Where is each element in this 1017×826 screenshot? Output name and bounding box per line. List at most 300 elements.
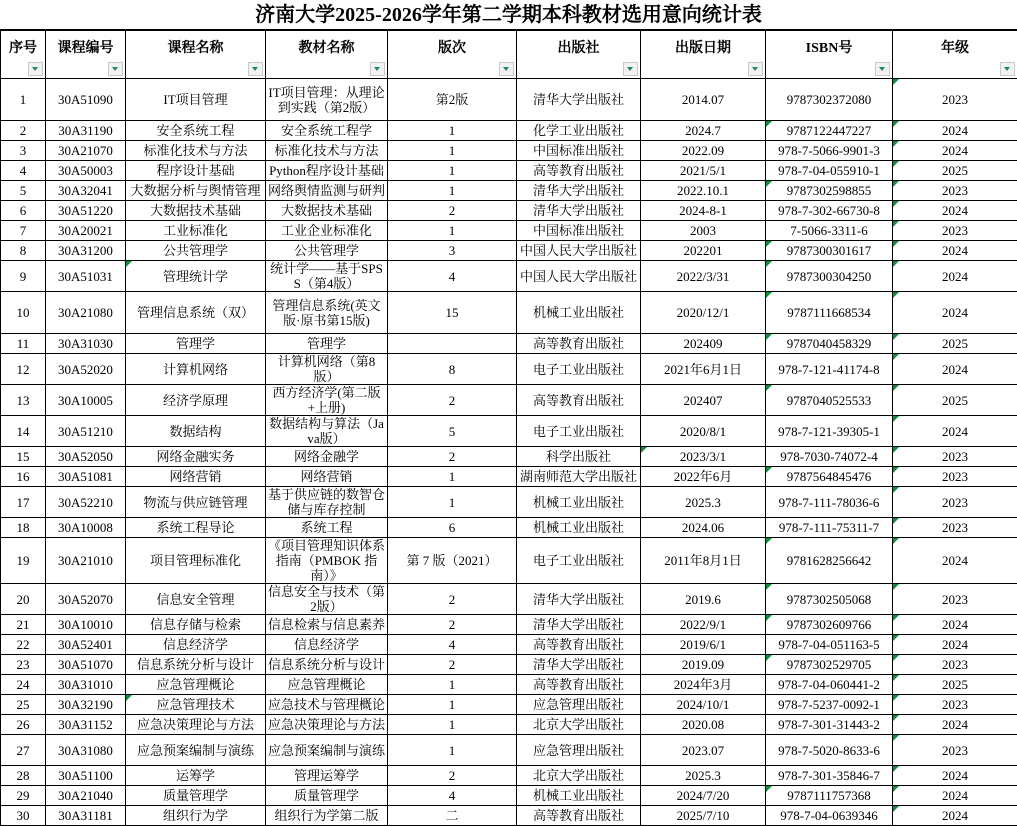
- cell-isbn[interactable]: 9787300301617: [766, 241, 893, 261]
- cell-pub[interactable]: 电子工业出版社: [517, 538, 641, 584]
- cell-isbn[interactable]: 7-5066-3311-6: [766, 221, 893, 241]
- cell-course[interactable]: 信息安全管理: [126, 584, 266, 615]
- column-header-label: 课程名称: [128, 41, 263, 56]
- cell-grade[interactable]: 2024: [893, 354, 1017, 385]
- cell-date[interactable]: 202409: [641, 334, 766, 354]
- cell-book[interactable]: 西方经济学(第二版+上册): [266, 385, 388, 416]
- cell-book[interactable]: 网络舆情监测与研判: [266, 181, 388, 201]
- filter-dropdown-icon[interactable]: [499, 62, 514, 76]
- cell-pub[interactable]: 清华大学出版社: [517, 584, 641, 615]
- cell-ed[interactable]: 8: [388, 354, 517, 385]
- cell-ed[interactable]: [388, 334, 517, 354]
- cell-grade[interactable]: 2024: [893, 121, 1017, 141]
- cell-isbn[interactable]: 9781628256642: [766, 538, 893, 584]
- cell-ed[interactable]: 1: [388, 487, 517, 518]
- cell-ed[interactable]: 1: [388, 121, 517, 141]
- cell-isbn[interactable]: 9787564845476: [766, 467, 893, 487]
- cell-course[interactable]: 信息存储与检索: [126, 615, 266, 635]
- cell-isbn[interactable]: 9787302505068: [766, 584, 893, 615]
- cell-course[interactable]: 应急管理概论: [126, 675, 266, 695]
- cell-ed[interactable]: 2: [388, 655, 517, 675]
- cell-code[interactable]: 30A51031: [46, 261, 126, 292]
- cell-pub[interactable]: 机械工业出版社: [517, 518, 641, 538]
- cell-book[interactable]: 信息安全与技术（第2版）: [266, 584, 388, 615]
- cell-book[interactable]: 应急决策理论与方法: [266, 715, 388, 735]
- cell-seq[interactable]: 25: [1, 695, 46, 715]
- cell-course[interactable]: 物流与供应链管理: [126, 487, 266, 518]
- cell-date[interactable]: 2024/7/20: [641, 786, 766, 806]
- cell-date[interactable]: 2024-8-1: [641, 201, 766, 221]
- cell-pub[interactable]: 中国标准出版社: [517, 221, 641, 241]
- cell-grade[interactable]: 2023: [893, 181, 1017, 201]
- cell-seq[interactable]: 16: [1, 467, 46, 487]
- cell-grade[interactable]: 2025: [893, 334, 1017, 354]
- cell-seq[interactable]: 4: [1, 161, 46, 181]
- cell-code[interactable]: 30A10005: [46, 385, 126, 416]
- cell-pub[interactable]: 高等教育出版社: [517, 334, 641, 354]
- cell-isbn[interactable]: 9787302598855: [766, 181, 893, 201]
- cell-grade[interactable]: 2025: [893, 385, 1017, 416]
- cell-date[interactable]: 2019.6: [641, 584, 766, 615]
- cell-code[interactable]: 30A51100: [46, 766, 126, 786]
- cell-pub[interactable]: 电子工业出版社: [517, 354, 641, 385]
- cell-code[interactable]: 30A32041: [46, 181, 126, 201]
- cell-ed[interactable]: 6: [388, 518, 517, 538]
- cell-pub[interactable]: 中国人民大学出版社: [517, 261, 641, 292]
- cell-date[interactable]: 2022/9/1: [641, 615, 766, 635]
- cell-book[interactable]: 基于供应链的数智仓储与库存控制: [266, 487, 388, 518]
- cell-code[interactable]: 30A51090: [46, 79, 126, 121]
- cell-seq[interactable]: 29: [1, 786, 46, 806]
- cell-course[interactable]: 经济学原理: [126, 385, 266, 416]
- cell-course[interactable]: 程序设计基础: [126, 161, 266, 181]
- cell-book[interactable]: 组织行为学第二版: [266, 806, 388, 826]
- cell-date[interactable]: 2019/6/1: [641, 635, 766, 655]
- cell-seq[interactable]: 15: [1, 447, 46, 467]
- cell-seq[interactable]: 8: [1, 241, 46, 261]
- column-header-code: [46, 31, 126, 79]
- cell-isbn[interactable]: 978-7-04-051163-5: [766, 635, 893, 655]
- cell-date[interactable]: 2019.09: [641, 655, 766, 675]
- cell-book[interactable]: Python程序设计基础: [266, 161, 388, 181]
- cell-course[interactable]: 管理统计学: [126, 261, 266, 292]
- cell-date[interactable]: 2022年6月: [641, 467, 766, 487]
- cell-code[interactable]: 30A31010: [46, 675, 126, 695]
- cell-course[interactable]: 大数据技术基础: [126, 201, 266, 221]
- column-header-book: [266, 31, 388, 79]
- cell-isbn[interactable]: 9787122447227: [766, 121, 893, 141]
- cell-seq[interactable]: 7: [1, 221, 46, 241]
- cell-grade[interactable]: 2023: [893, 655, 1017, 675]
- cell-pub[interactable]: 北京大学出版社: [517, 766, 641, 786]
- cell-book[interactable]: 应急技术与管理概论: [266, 695, 388, 715]
- cell-grade[interactable]: 2024: [893, 416, 1017, 447]
- cell-grade[interactable]: 2023: [893, 695, 1017, 715]
- cell-book[interactable]: 管理运筹学: [266, 766, 388, 786]
- cell-code[interactable]: 30A52020: [46, 354, 126, 385]
- cell-book[interactable]: 质量管理学: [266, 786, 388, 806]
- cell-date[interactable]: 2024年3月: [641, 675, 766, 695]
- cell-pub[interactable]: 机械工业出版社: [517, 292, 641, 334]
- cell-date[interactable]: 2023/3/1: [641, 447, 766, 467]
- cell-pub[interactable]: 中国人民大学出版社: [517, 241, 641, 261]
- table-row: [1, 467, 1017, 487]
- cell-isbn[interactable]: 9787302372080: [766, 79, 893, 121]
- cell-date[interactable]: 2014.07: [641, 79, 766, 121]
- cell-seq[interactable]: 10: [1, 292, 46, 334]
- cell-code[interactable]: 30A51210: [46, 416, 126, 447]
- cell-pub[interactable]: 中国标准出版社: [517, 141, 641, 161]
- cell-code[interactable]: 30A31200: [46, 241, 126, 261]
- cell-seq[interactable]: 5: [1, 181, 46, 201]
- cell-date[interactable]: 2022/3/31: [641, 261, 766, 292]
- cell-code[interactable]: 30A51220: [46, 201, 126, 221]
- cell-grade[interactable]: 2024: [893, 141, 1017, 161]
- cell-seq[interactable]: 30: [1, 806, 46, 826]
- cell-code[interactable]: 30A52210: [46, 487, 126, 518]
- cell-pub[interactable]: 科学出版社: [517, 447, 641, 467]
- cell-pub[interactable]: 高等教育出版社: [517, 806, 641, 826]
- filter-dropdown-icon[interactable]: [748, 62, 763, 76]
- cell-pub[interactable]: 湖南师范大学出版社: [517, 467, 641, 487]
- cell-ed[interactable]: 1: [388, 675, 517, 695]
- cell-isbn[interactable]: 9787111757368: [766, 786, 893, 806]
- cell-grade[interactable]: 2024: [893, 715, 1017, 735]
- cell-pub[interactable]: 清华大学出版社: [517, 201, 641, 221]
- filter-dropdown-icon[interactable]: [28, 62, 43, 76]
- cell-book[interactable]: 信息检索与信息素养: [266, 615, 388, 635]
- cell-seq[interactable]: 11: [1, 334, 46, 354]
- table-row: [1, 655, 1017, 675]
- cell-seq[interactable]: 28: [1, 766, 46, 786]
- cell-ed[interactable]: 2: [388, 447, 517, 467]
- cell-code[interactable]: 30A52050: [46, 447, 126, 467]
- cell-course[interactable]: 组织行为学: [126, 806, 266, 826]
- cell-book[interactable]: 网络营销: [266, 467, 388, 487]
- cell-isbn[interactable]: 978-7-111-78036-6: [766, 487, 893, 518]
- textbook-selection-table: [0, 30, 1017, 826]
- cell-course[interactable]: 管理学: [126, 334, 266, 354]
- cell-ed[interactable]: 2: [388, 766, 517, 786]
- page-title: 济南大学2025-2026学年第二学期本科教材选用意向统计表: [0, 0, 1017, 30]
- cell-date[interactable]: 2021年6月1日: [641, 354, 766, 385]
- cell-seq[interactable]: 21: [1, 615, 46, 635]
- cell-date[interactable]: 2011年8月1日: [641, 538, 766, 584]
- table-row: [1, 715, 1017, 735]
- cell-ed[interactable]: 4: [388, 786, 517, 806]
- cell-isbn[interactable]: 978-7-04-0639346: [766, 806, 893, 826]
- table-row: [1, 635, 1017, 655]
- cell-code[interactable]: 30A50003: [46, 161, 126, 181]
- table-row: [1, 181, 1017, 201]
- cell-isbn[interactable]: 978-7-5020-8633-6: [766, 735, 893, 766]
- cell-ed[interactable]: 1: [388, 181, 517, 201]
- cell-grade[interactable]: 2024: [893, 615, 1017, 635]
- cell-isbn[interactable]: 978-7-04-055910-1: [766, 161, 893, 181]
- filter-dropdown-icon[interactable]: [1000, 62, 1015, 76]
- cell-book[interactable]: 安全系统工程学: [266, 121, 388, 141]
- column-header-seq: [1, 31, 46, 79]
- cell-ed[interactable]: 2: [388, 584, 517, 615]
- cell-seq[interactable]: 12: [1, 354, 46, 385]
- cell-isbn[interactable]: 9787040525533: [766, 385, 893, 416]
- cell-grade[interactable]: 2023: [893, 518, 1017, 538]
- cell-ed[interactable]: 1: [388, 161, 517, 181]
- cell-pub[interactable]: 清华大学出版社: [517, 79, 641, 121]
- cell-book[interactable]: 管理信息系统(英文版·原书第15版): [266, 292, 388, 334]
- cell-seq[interactable]: 6: [1, 201, 46, 221]
- cell-pub[interactable]: 化学工业出版社: [517, 121, 641, 141]
- cell-pub[interactable]: 清华大学出版社: [517, 655, 641, 675]
- cell-ed[interactable]: 1: [388, 467, 517, 487]
- cell-seq[interactable]: 22: [1, 635, 46, 655]
- cell-isbn[interactable]: 9787040458329: [766, 334, 893, 354]
- cell-isbn[interactable]: 978-7-302-66730-8: [766, 201, 893, 221]
- cell-course[interactable]: 网络营销: [126, 467, 266, 487]
- cell-book[interactable]: IT项目管理：从理论到实践（第2版）: [266, 79, 388, 121]
- cell-ed[interactable]: 4: [388, 635, 517, 655]
- cell-book[interactable]: 信息经济学: [266, 635, 388, 655]
- cell-seq[interactable]: 24: [1, 675, 46, 695]
- cell-ed[interactable]: 15: [388, 292, 517, 334]
- cell-code[interactable]: 30A21070: [46, 141, 126, 161]
- cell-ed[interactable]: 3: [388, 241, 517, 261]
- cell-isbn[interactable]: 978-7-04-060441-2: [766, 675, 893, 695]
- cell-code[interactable]: 30A51070: [46, 655, 126, 675]
- cell-date[interactable]: 2020.08: [641, 715, 766, 735]
- cell-ed[interactable]: 2: [388, 385, 517, 416]
- column-header-pub: [517, 31, 641, 79]
- cell-date[interactable]: 2024/10/1: [641, 695, 766, 715]
- cell-course[interactable]: 应急管理技术: [126, 695, 266, 715]
- filter-dropdown-icon[interactable]: [875, 62, 890, 76]
- cell-grade[interactable]: 2025: [893, 161, 1017, 181]
- cell-course[interactable]: 安全系统工程: [126, 121, 266, 141]
- cell-seq[interactable]: 17: [1, 487, 46, 518]
- cell-course[interactable]: 工业标准化: [126, 221, 266, 241]
- cell-grade[interactable]: 2023: [893, 79, 1017, 121]
- cell-ed[interactable]: 1: [388, 715, 517, 735]
- cell-grade[interactable]: 2024: [893, 806, 1017, 826]
- cell-grade[interactable]: 2023: [893, 735, 1017, 766]
- cell-pub[interactable]: 高等教育出版社: [517, 635, 641, 655]
- cell-book[interactable]: 系统工程: [266, 518, 388, 538]
- cell-grade[interactable]: 2023: [893, 467, 1017, 487]
- cell-ed[interactable]: 1: [388, 221, 517, 241]
- cell-pub[interactable]: 清华大学出版社: [517, 181, 641, 201]
- cell-code[interactable]: 30A31030: [46, 334, 126, 354]
- cell-seq[interactable]: 9: [1, 261, 46, 292]
- cell-grade[interactable]: 2024: [893, 538, 1017, 584]
- cell-date[interactable]: 2025.3: [641, 766, 766, 786]
- filter-dropdown-icon[interactable]: [108, 62, 123, 76]
- cell-code[interactable]: 30A21080: [46, 292, 126, 334]
- cell-isbn[interactable]: 978-7-301-35846-7: [766, 766, 893, 786]
- cell-pub[interactable]: 清华大学出版社: [517, 615, 641, 635]
- cell-seq[interactable]: 3: [1, 141, 46, 161]
- cell-date[interactable]: 2022.10.1: [641, 181, 766, 201]
- cell-grade[interactable]: 2024: [893, 786, 1017, 806]
- cell-grade[interactable]: 2024: [893, 261, 1017, 292]
- cell-code[interactable]: 30A51081: [46, 467, 126, 487]
- cell-course[interactable]: 信息经济学: [126, 635, 266, 655]
- cell-book[interactable]: 大数据技术基础: [266, 201, 388, 221]
- cell-grade[interactable]: 2023: [893, 447, 1017, 467]
- cell-isbn[interactable]: 9787302529705: [766, 655, 893, 675]
- cell-course[interactable]: 系统工程导论: [126, 518, 266, 538]
- cell-pub[interactable]: 电子工业出版社: [517, 416, 641, 447]
- cell-seq[interactable]: 19: [1, 538, 46, 584]
- cell-isbn[interactable]: 978-7-5237-0092-1: [766, 695, 893, 715]
- cell-course[interactable]: IT项目管理: [126, 79, 266, 121]
- cell-pub[interactable]: 机械工业出版社: [517, 786, 641, 806]
- cell-course[interactable]: 运筹学: [126, 766, 266, 786]
- cell-course[interactable]: 应急预案编制与演练: [126, 735, 266, 766]
- cell-seq[interactable]: 26: [1, 715, 46, 735]
- table-row: [1, 354, 1017, 385]
- cell-book[interactable]: 应急管理概论: [266, 675, 388, 695]
- cell-book[interactable]: 管理学: [266, 334, 388, 354]
- cell-course[interactable]: 标准化技术与方法: [126, 141, 266, 161]
- cell-code[interactable]: 30A52070: [46, 584, 126, 615]
- cell-date[interactable]: 2020/8/1: [641, 416, 766, 447]
- cell-seq[interactable]: 13: [1, 385, 46, 416]
- cell-code[interactable]: 30A31152: [46, 715, 126, 735]
- cell-date[interactable]: 2023.07: [641, 735, 766, 766]
- cell-pub[interactable]: 应急管理出版社: [517, 695, 641, 715]
- table-row: [1, 538, 1017, 584]
- cell-date[interactable]: 2003: [641, 221, 766, 241]
- cell-grade[interactable]: 2025: [893, 675, 1017, 695]
- cell-course[interactable]: 质量管理学: [126, 786, 266, 806]
- cell-book[interactable]: 计算机网络（第8版）: [266, 354, 388, 385]
- cell-seq[interactable]: 18: [1, 518, 46, 538]
- cell-isbn[interactable]: 978-7-121-39305-1: [766, 416, 893, 447]
- cell-ed[interactable]: 1: [388, 141, 517, 161]
- filter-dropdown-icon[interactable]: [248, 62, 263, 76]
- cell-book[interactable]: 公共管理学: [266, 241, 388, 261]
- cell-course[interactable]: 大数据分析与舆情管理: [126, 181, 266, 201]
- column-header-label: 版次: [390, 41, 514, 56]
- cell-date[interactable]: 2021/5/1: [641, 161, 766, 181]
- cell-isbn[interactable]: 9787300304250: [766, 261, 893, 292]
- table-row: [1, 735, 1017, 766]
- cell-course[interactable]: 数据结构: [126, 416, 266, 447]
- cell-book[interactable]: 网络金融学: [266, 447, 388, 467]
- cell-isbn[interactable]: 978-7-301-31443-2: [766, 715, 893, 735]
- cell-code[interactable]: 30A21010: [46, 538, 126, 584]
- cell-date[interactable]: 2020/12/1: [641, 292, 766, 334]
- cell-pub[interactable]: 机械工业出版社: [517, 487, 641, 518]
- cell-book[interactable]: 数据结构与算法（Java版）: [266, 416, 388, 447]
- column-header-ed: [388, 31, 517, 79]
- cell-grade[interactable]: 2024: [893, 635, 1017, 655]
- cell-code[interactable]: 30A52401: [46, 635, 126, 655]
- table-body: [1, 79, 1017, 826]
- cell-grade[interactable]: 2023: [893, 221, 1017, 241]
- filter-dropdown-icon[interactable]: [623, 62, 638, 76]
- filter-dropdown-icon[interactable]: [370, 62, 385, 76]
- cell-date[interactable]: 2022.09: [641, 141, 766, 161]
- cell-course[interactable]: 项目管理标准化: [126, 538, 266, 584]
- cell-course[interactable]: 网络金融实务: [126, 447, 266, 467]
- cell-course[interactable]: 信息系统分析与设计: [126, 655, 266, 675]
- cell-seq[interactable]: 14: [1, 416, 46, 447]
- cell-book[interactable]: 信息系统分析与设计: [266, 655, 388, 675]
- cell-date[interactable]: 2025/7/10: [641, 806, 766, 826]
- cell-isbn[interactable]: 978-7-121-41174-8: [766, 354, 893, 385]
- cell-code[interactable]: 30A10008: [46, 518, 126, 538]
- cell-grade[interactable]: 2024: [893, 766, 1017, 786]
- cell-isbn[interactable]: 978-7030-74072-4: [766, 447, 893, 467]
- cell-book[interactable]: 《项目管理知识体系指南（PMBOK 指南）》: [266, 538, 388, 584]
- table-row: [1, 79, 1017, 121]
- cell-seq[interactable]: 27: [1, 735, 46, 766]
- cell-book[interactable]: 标准化技术与方法: [266, 141, 388, 161]
- cell-seq[interactable]: 1: [1, 79, 46, 121]
- cell-code[interactable]: 30A20021: [46, 221, 126, 241]
- cell-isbn[interactable]: 9787302609766: [766, 615, 893, 635]
- cell-ed[interactable]: 1: [388, 695, 517, 715]
- cell-date[interactable]: 202407: [641, 385, 766, 416]
- cell-grade[interactable]: 2024: [893, 292, 1017, 334]
- cell-book[interactable]: 统计学——基于SPSS（第4版）: [266, 261, 388, 292]
- cell-code[interactable]: 30A31190: [46, 121, 126, 141]
- cell-isbn[interactable]: 978-7-111-75311-7: [766, 518, 893, 538]
- cell-ed[interactable]: 2: [388, 615, 517, 635]
- cell-book[interactable]: 应急预案编制与演练: [266, 735, 388, 766]
- cell-seq[interactable]: 2: [1, 121, 46, 141]
- table-row: [1, 786, 1017, 806]
- cell-ed[interactable]: 第 7 版（2021）: [388, 538, 517, 584]
- cell-pub[interactable]: 高等教育出版社: [517, 675, 641, 695]
- cell-course[interactable]: 公共管理学: [126, 241, 266, 261]
- cell-course[interactable]: 计算机网络: [126, 354, 266, 385]
- cell-code[interactable]: 30A10010: [46, 615, 126, 635]
- cell-ed[interactable]: 2: [388, 201, 517, 221]
- table-row: [1, 416, 1017, 447]
- cell-code[interactable]: 30A21040: [46, 786, 126, 806]
- cell-ed[interactable]: 1: [388, 735, 517, 766]
- cell-isbn[interactable]: 978-7-5066-9901-3: [766, 141, 893, 161]
- cell-date[interactable]: 202201: [641, 241, 766, 261]
- cell-pub[interactable]: 应急管理出版社: [517, 735, 641, 766]
- cell-date[interactable]: 2025.3: [641, 487, 766, 518]
- cell-course[interactable]: 管理信息系统（双）: [126, 292, 266, 334]
- cell-course[interactable]: 应急决策理论与方法: [126, 715, 266, 735]
- cell-ed[interactable]: 5: [388, 416, 517, 447]
- cell-grade[interactable]: 2024: [893, 241, 1017, 261]
- cell-ed[interactable]: 第2版: [388, 79, 517, 121]
- cell-pub[interactable]: 北京大学出版社: [517, 715, 641, 735]
- cell-code[interactable]: 30A32190: [46, 695, 126, 715]
- cell-grade[interactable]: 2023: [893, 584, 1017, 615]
- cell-isbn[interactable]: 9787111668534: [766, 292, 893, 334]
- cell-pub[interactable]: 高等教育出版社: [517, 385, 641, 416]
- cell-grade[interactable]: 2024: [893, 201, 1017, 221]
- cell-book[interactable]: 工业企业标准化: [266, 221, 388, 241]
- cell-grade[interactable]: 2023: [893, 487, 1017, 518]
- cell-code[interactable]: 30A31080: [46, 735, 126, 766]
- cell-seq[interactable]: 20: [1, 584, 46, 615]
- cell-date[interactable]: 2024.06: [641, 518, 766, 538]
- cell-seq[interactable]: 23: [1, 655, 46, 675]
- cell-ed[interactable]: 4: [388, 261, 517, 292]
- cell-code[interactable]: 30A31181: [46, 806, 126, 826]
- cell-pub[interactable]: 高等教育出版社: [517, 161, 641, 181]
- cell-date[interactable]: 2024.7: [641, 121, 766, 141]
- cell-ed[interactable]: 二: [388, 806, 517, 826]
